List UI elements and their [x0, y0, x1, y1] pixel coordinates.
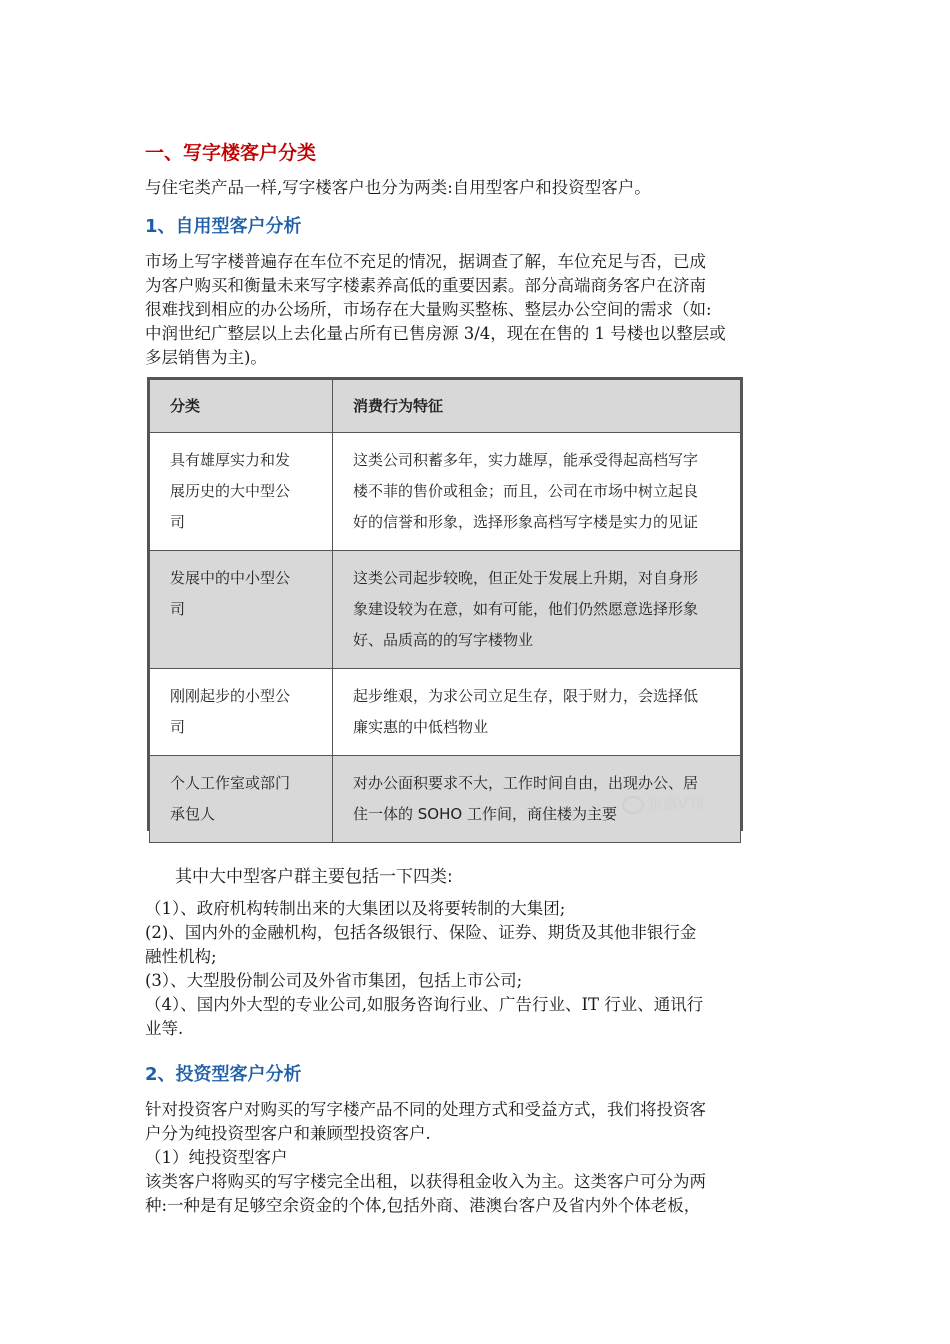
list-item: 融性机构;: [145, 947, 217, 966]
table-cell-feature: 对办公面积要求不大，工作时间自由，出现办公、居 住一体的 SOHO 工作间，商住楼为主要: [333, 756, 741, 843]
table-cell-feature: 这类公司积蓄多年，实力雄厚，能承受得起高档写字 楼不菲的售价或租金；而且，公司在市场中树立起良 好的信誉和形象，选择形象高档写字楼是实力的见证: [333, 433, 741, 551]
client-type-table: [147, 377, 743, 831]
paragraph-line: 该类客户将购买的写字楼完全出租，以获得租金收入为主。这类客户可分为两: [145, 1172, 706, 1191]
self-use-paragraph: [145, 250, 810, 370]
table-cell-feature: 这类公司起步较晚，但正处于发展上升期，对自身形 象建设较为在意，如有可能，他们仍然愿意选择形象 好、品质高的的写字楼物业: [333, 551, 741, 669]
paragraph-line: （1）纯投资型客户: [145, 1148, 288, 1167]
table-header-category: 分类: [150, 380, 333, 433]
table-row: [150, 433, 741, 551]
section-title-investment: 2、投资型客户分析: [145, 1064, 302, 1085]
classification-intro: 与住宅类产品一样,写字楼客户也分为两类:自用型客户和投资型客户。: [145, 178, 651, 197]
list-item: （4）、国内外大型的专业公司,如服务咨询行业、广告行业、IT 行业、通讯行: [145, 995, 704, 1014]
large-clients-list: [145, 897, 810, 1041]
table-cell-feature: 起步维艰，为求公司立足生存，限于财力，会选择低 廉实惠的中低档物业: [333, 669, 741, 756]
list-item: (2)、国内外的金融机构，包括各级银行、保险、证券、期货及其他非银行金: [145, 923, 697, 942]
paragraph-line: 很难找到相应的办公场所，市场存在大量购买整栋、整层办公空间的需求（如:: [145, 300, 712, 319]
paragraph-line: 多层销售为主)。: [145, 348, 267, 367]
table-cell-category: 具有雄厚实力和发 展历史的大中型公 司: [150, 433, 333, 551]
paragraph-line: 为客户购买和衡量未来写字楼素养高低的重要因素。部分高端商务客户在济南: [145, 276, 706, 295]
paragraph-line: 户分为纯投资型客户和兼顾型投资客户.: [145, 1124, 431, 1143]
paragraph-line: 中润世纪广整层以上去化量占所有已售房源 3/4，现在在售的 1 号楼也以整层或: [145, 324, 726, 343]
list-item: (3）、大型股份制公司及外省市集团，包括上市公司;: [145, 971, 523, 990]
table-header-feature: 消费行为特征: [333, 380, 741, 433]
paragraph-line: 针对投资客户对购买的写字楼产品不同的处理方式和受益方式，我们将投资客: [145, 1100, 706, 1119]
paragraph-line: 市场上写字楼普遍存在车位不充足的情况，据调查了解，车位充足与否，已成: [145, 252, 706, 271]
section-title-self-use: 1、自用型客户分析: [145, 216, 302, 237]
paragraph-line: 种:一种是有足够空余资金的个体,包括外商、港澳台客户及省内外个体老板，: [145, 1196, 701, 1215]
table-cell-category: 发展中的中小型公 司: [150, 551, 333, 669]
investment-paragraph: [145, 1098, 810, 1218]
table-cell-category: 个人工作室或部门 承包人: [150, 756, 333, 843]
large-clients-intro: 其中大中型客户群主要包括一下四类:: [175, 867, 453, 887]
table-row: [150, 669, 741, 756]
table-row: [150, 551, 741, 669]
list-item: 业等.: [145, 1019, 184, 1038]
section-title-classification: 一、写字楼客户分类: [145, 142, 317, 164]
list-item: （1）、政府机构转制出来的大集团以及将要转制的大集团;: [145, 899, 566, 918]
watermark: 泉盛V刊: [622, 793, 703, 814]
table-cell-category: 刚刚起步的小型公 司: [150, 669, 333, 756]
wechat-icon: [622, 796, 644, 814]
